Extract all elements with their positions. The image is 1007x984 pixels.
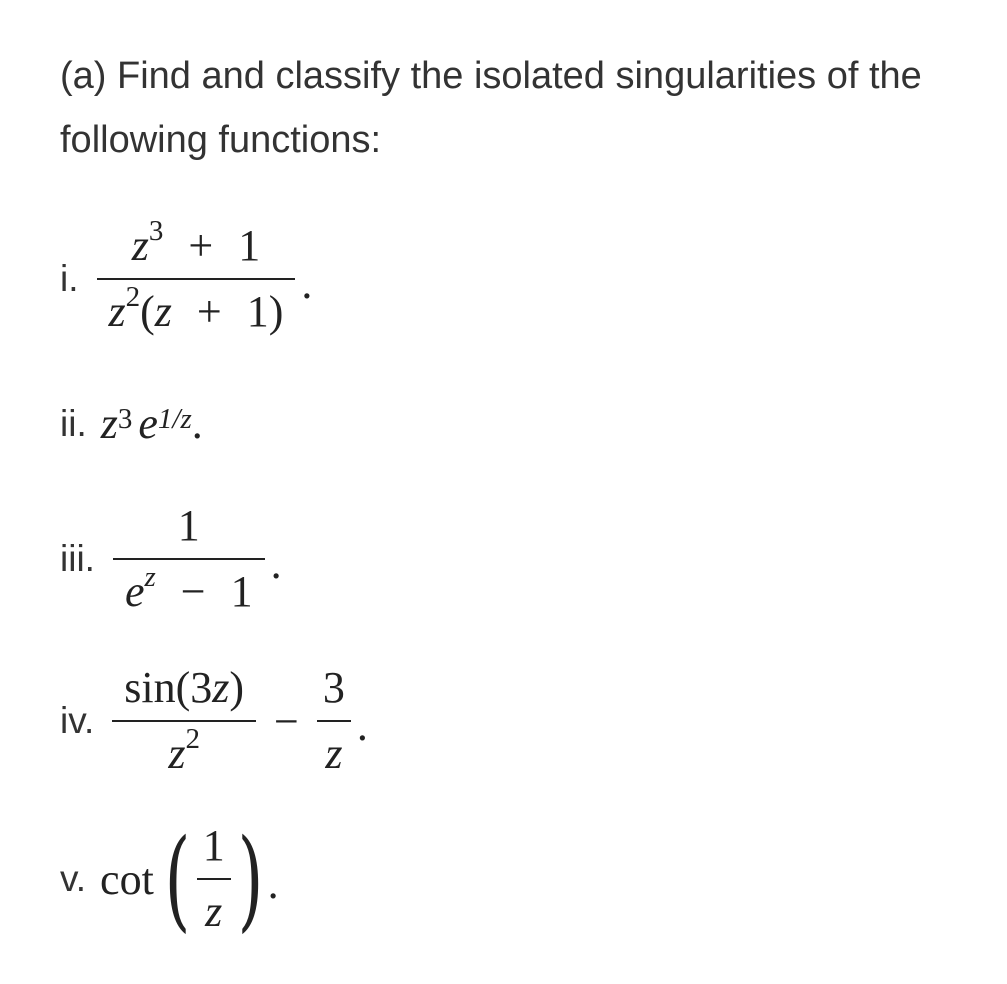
fraction — [97, 215, 296, 337]
item-ii — [60, 398, 203, 449]
numerator: 1 — [177, 501, 200, 550]
expression-ii: z $^3$ e $^{1/z}$ . — [100, 399, 203, 448]
item-label: ii. — [60, 402, 87, 444]
expression-iv: $\frac{\sin(3z)}{z^2}$ − $\frac{3}{z}$ . — [108, 664, 368, 779]
item-label: v. — [60, 858, 87, 900]
denominator: $e^z - 1$ — [124, 561, 253, 617]
denominator: $z^2(z + 1)$ — [108, 281, 284, 337]
numerator: 1 — [202, 821, 225, 870]
right-paren: ) — [237, 815, 264, 944]
fraction-3-over-z — [317, 664, 351, 779]
left-paren: ( — [164, 815, 191, 944]
problem-intro: (a) Find and classify the isolated singularities of the following functions: — [60, 55, 922, 161]
item-iii — [60, 502, 282, 617]
fraction — [113, 502, 265, 617]
numerator: 3 — [322, 663, 345, 712]
expression-i: $\frac{z^3 + 1}{z^2(z + 1)}$ . — [93, 222, 313, 337]
item-label: i. — [60, 258, 79, 300]
numerator: sin(3z) — [124, 663, 245, 712]
denominator: $z^2$ — [168, 723, 200, 779]
denominator: z — [205, 887, 223, 937]
denominator: z — [325, 729, 343, 779]
item-label: iii. — [60, 538, 95, 580]
item-v — [60, 815, 279, 944]
item-i — [60, 215, 313, 337]
item-label: iv. — [60, 700, 95, 742]
fraction-1-over-z — [197, 822, 231, 937]
expression-v: cot ( $\frac{1}{z}$ ) . — [100, 815, 279, 944]
fraction-sin — [112, 664, 256, 779]
numerator: $z^3 + 1$ — [131, 215, 261, 270]
expression-iii: $\frac{1}{e^z - 1}$ . — [109, 502, 282, 617]
minus-operator: − — [274, 696, 299, 746]
item-iv — [60, 664, 368, 779]
